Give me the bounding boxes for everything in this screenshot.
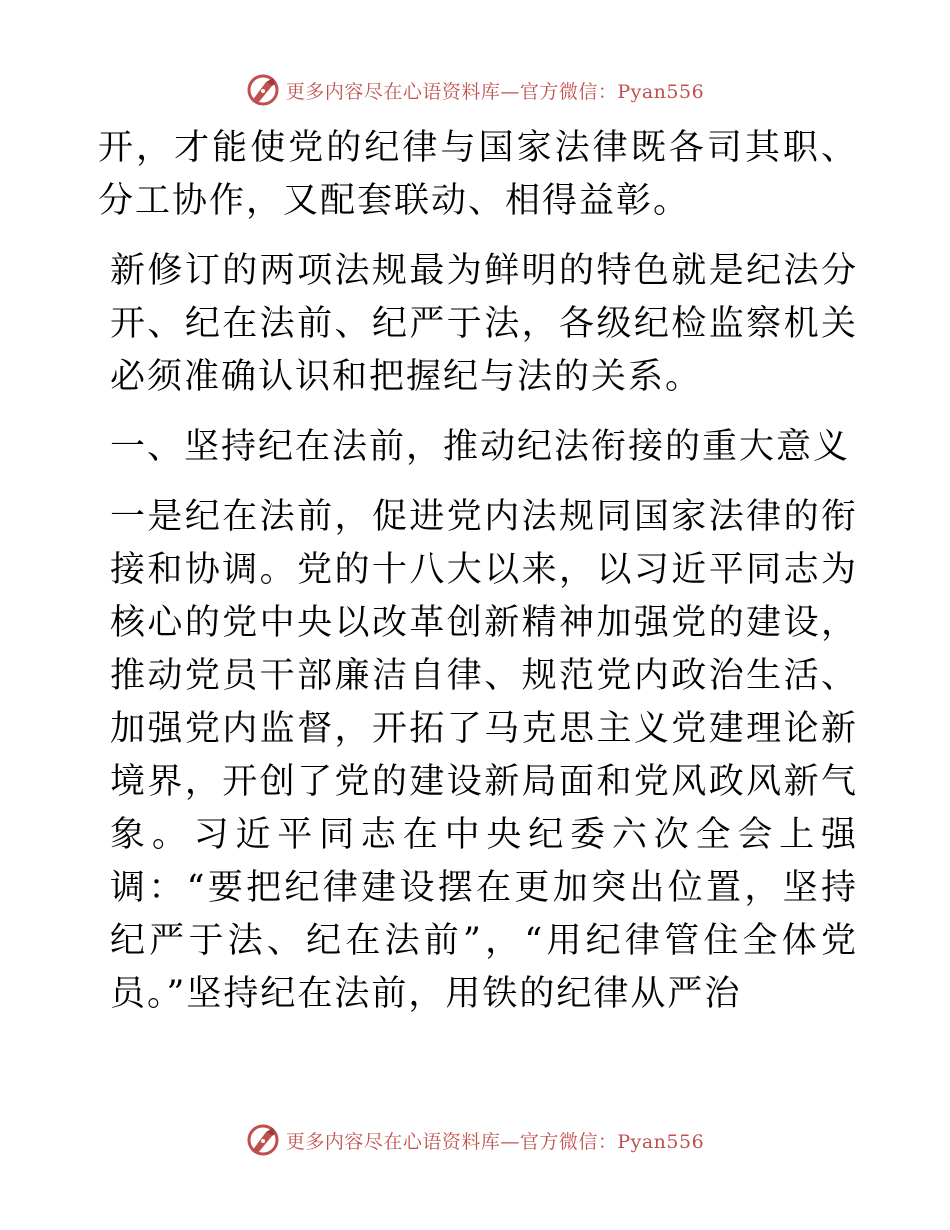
paragraph-1: 开，才能使党的纪律与国家法律既各司其职、分工协作，又配套联动、相得益彰。 xyxy=(98,128,858,221)
footer-banner-text: 更多内容尽在心语资料库—官方微信：Pyan556 xyxy=(285,1130,705,1153)
pen-nib-circle-icon xyxy=(246,1123,280,1157)
header-banner-text: 更多内容尽在心语资料库—官方微信：Pyan556 xyxy=(285,80,705,103)
document-body xyxy=(98,122,858,1021)
section-heading: 一、坚持纪在法前，推动纪法衔接的重大意义 xyxy=(110,427,851,467)
pen-nib-circle-icon xyxy=(246,73,280,107)
paragraph-2: 新修订的两项法规最为鲜明的特色就是纪法分开、纪在法前、纪严于法，各级纪检监察机关必须准确认识和把握纪与法的关系。 xyxy=(110,251,858,397)
paragraph-3: 一是纪在法前，促进党内法规同国家法律的衔接和协调。党的十八大以来，以习近平同志为核心的党中央以改革创新精神加强党的建设，推动党员干部廉洁自律、规范党内政治生活、加强党内监督，开拓了马克思主义党建理论新境界，开创了党的建设新局面和党风政风新气象。习近平同志在中央纪委六次全会上强调：“要把纪律建设摆在更加突出位置，坚持纪严于法、纪在法前”，“用纪律管住全体党员。”坚持纪在法前，用铁的纪律从严治 xyxy=(110,497,858,1014)
header-banner xyxy=(0,70,950,110)
footer-banner xyxy=(0,1120,950,1160)
